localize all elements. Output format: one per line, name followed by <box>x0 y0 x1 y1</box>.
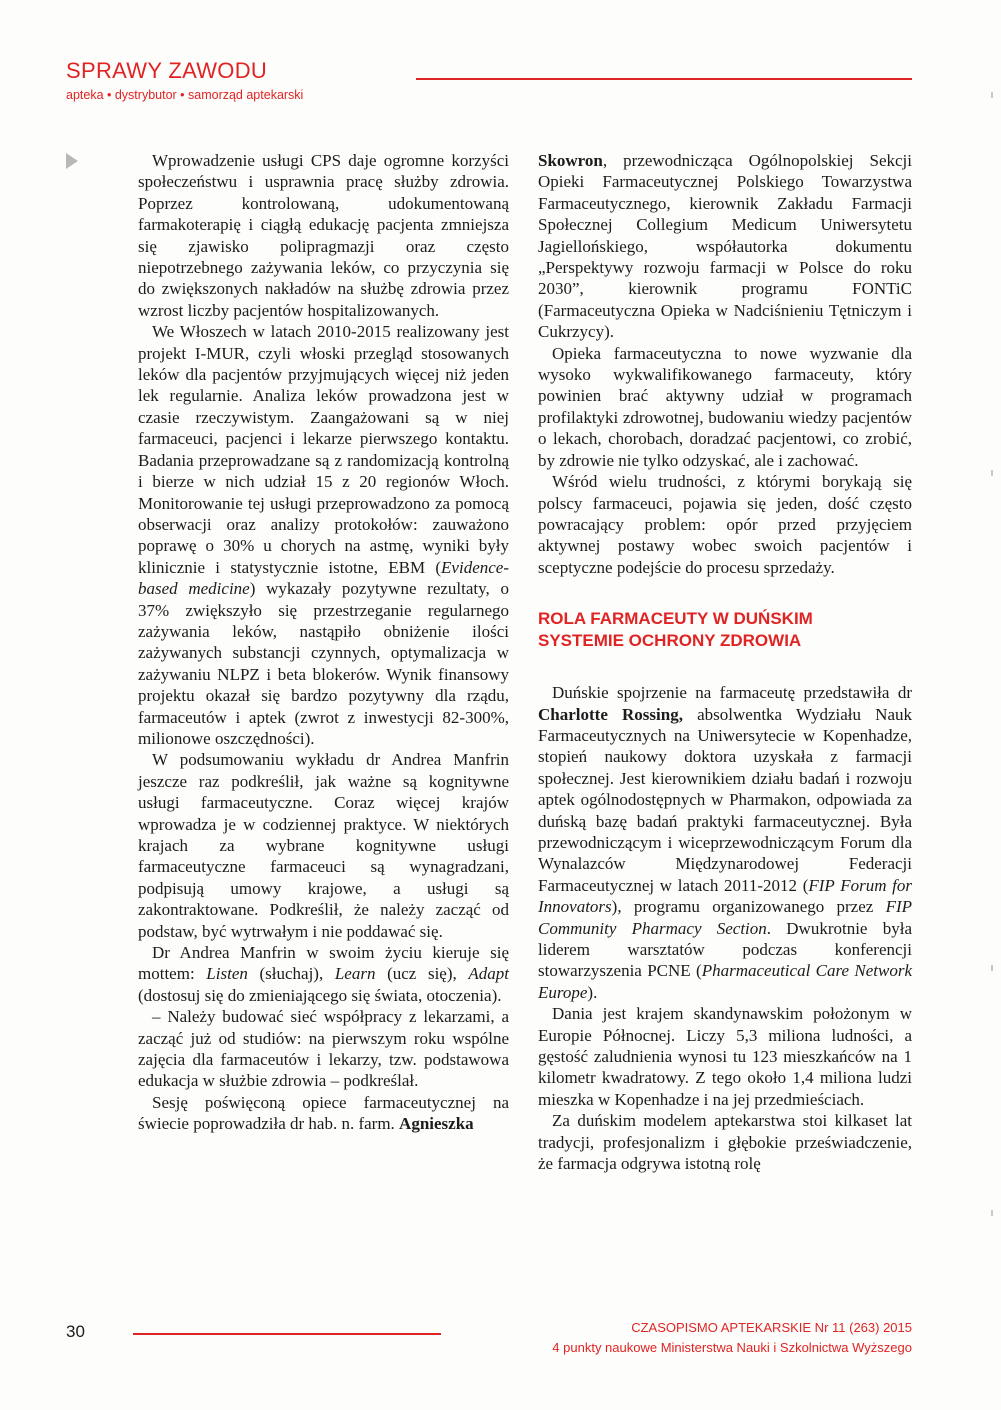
edge-mark <box>991 1210 993 1216</box>
italic-term: Adapt <box>468 964 509 984</box>
footer-divider <box>133 1333 441 1335</box>
italic-term: Pharmaceutical Care Network Europe <box>538 961 912 1002</box>
italic-term: FIP Forum for Innovators <box>538 875 912 917</box>
journal-issue: CZASOPISMO APTEKARSKIE Nr 11 (263) 2015 <box>631 1320 912 1335</box>
right-column <box>538 150 912 1174</box>
paragraph: Za duńskim modelem aptekarstwa stoi kilkaset lat tradycji, profesjonalizm i głębokie przeświadczenie, że farmacja odgrywa istotną rolę <box>538 1111 912 1174</box>
paragraph: Wśród wielu trudności, z którymi borykają się polscy farmaceuci, pojawia się jeden, dość często powracający problem: opór przed przyjęciem aktywnej postawy wobec swoich pacjentów i sceptyczne podejście do procesu sprzedaży. <box>538 472 912 577</box>
paragraph: Opieka farmaceutyczna to nowe wyzwanie dla wysoko wykwalifikowanego farmaceuty, który powinien brać aktywny udział w programach profilaktyki zdrowotnej, budowaniu wiedzy pacjentów o lekach, chorobach, doradzać pacjentowi, co zrobić, by zdrowie nie tylko odzyskać, ale i zachować. <box>538 343 912 470</box>
person-name: Charlotte Rossing, <box>538 704 683 724</box>
section-subtitle: apteka • dystrybutor • samorząd aptekarski <box>66 88 304 102</box>
paragraph: Duńskie spojrzenie na farmaceutę przedstawiła dr Charlotte Rossing, absolwentka Wydziału Nauk Farmaceutycznych na Uniwersytecie w Kopenhadze, stopień naukowy doktora uzyskała z farmacji społecznej. Jest kierownikiem działu badań i rozwoju aptek ogólnodostępnych w Pharmakon, odpowiada za duńską bazę badań praktyki farmaceutycznej. Była przewodniczącym i wiceprzewodniczącym Forum dla Wynalazców Międzynarodowej Federacji Farmaceutycznej w latach 2011-2012 (FIP Forum for Innovators), programu organizowanego przez FIP Community Pharmacy Section. Dwukrotnie była liderem warsztatów podczas konferencji stowarzyszenia PCNE (Pharmaceutical Care Network Europe). <box>538 683 912 1002</box>
person-name: Skowron <box>538 151 603 170</box>
paragraph: W podsumowaniu wykładu dr Andrea Manfrin jeszcze raz podkreślił, jak ważne są kognitywne usługi farmaceutyczne. Coraz więcej krajów wprowadza je w codziennej praktyce. W niektórych krajach za wybrane kognitywne usługi farmaceutyczne farmaceuci są wynagradzani, podpisują umowy krajowe, a usługi są zakontraktowane. Podkreślił, że należy zacząć od podstaw, być wytrwałym i nie poddawać się. <box>138 750 509 941</box>
edge-mark <box>991 92 993 98</box>
edge-mark <box>991 470 993 476</box>
person-name: Agnieszka <box>399 1114 474 1134</box>
page-number: 30 <box>66 1322 85 1341</box>
edge-mark <box>991 965 993 971</box>
italic-term: FIP Community Pharmacy Section <box>538 897 912 938</box>
paragraph: Skowron, przewodnicząca Ogólnopolskiej Sekcji Opieki Farmaceutycznej Polskiego Towarzystwa Farmaceutycznego, kierownik Zakładu Farmacji Społecznej Collegium Medicum Uniwersytetu Jagiellońskiego, współautorka dokumentu „Perspektywy rozwoju farmacji w Polsce do roku 2030”, kierownik programu FONTiC (Farmaceutyczna Opieka w Nadciśnieniu Tętniczym i Cukrzycy). <box>538 151 912 342</box>
paragraph: Dania jest krajem skandynawskim położonym w Europie Północnej. Liczy 5,3 miliona ludności, a gęstość zaludnienia wynosi tu 123 mieszkańców na 1 kilometr kwadratowy. Z tego około 1,4 miliona ludzi mieszka w Kopenhadze i na jej przedmieściach. <box>538 1004 912 1109</box>
italic-term: Learn <box>334 964 376 984</box>
triangle-arrow-icon <box>66 153 78 169</box>
paragraph: – Należy budować sieć współpracy z lekarzami, a zacząć już od studiów: na pierwszym roku wspólne zajęcia dla farmaceutów i lekarzy, tzw. podstawowa edukacja w służbie zdrowia – podkreślał. <box>138 1007 509 1091</box>
paragraph: Sesję poświęconą opiece farmaceutycznej na świecie poprowadziła dr hab. n. farm. Agnieszka <box>138 1092 509 1134</box>
italic-term: Evidence-based medicine <box>138 557 509 599</box>
left-column <box>138 150 509 1135</box>
section-title: SPRAWY ZAWODU <box>66 58 268 83</box>
paragraph: Wprowadzenie usługi CPS daje ogromne korzyści społeczeństwu i usprawnia pracę służby zdrowia. Poprzez kontrolowaną, udokumentowaną farmakoterapię i ciągłą edukację pacjenta zmniejsza się zjawisko polipragmazji oraz często niepotrzebnego zażywania leków, co przyczynia się do zwiększonych nakładów na służbę zdrowia przez wzrost liczby pacjentów hospitalizowanych. <box>138 151 509 320</box>
subsection-heading: ROLA FARMACEUTY W DUŃSKIM SYSTEMIE OCHRONY ZDROWIA <box>538 609 813 651</box>
paragraph: We Włoszech w latach 2010-2015 realizowany jest projekt I-MUR, czyli włoski przegląd stosowanych leków dla pacjentów przyjmujących więcej niż jeden lek regularnie. Analiza leków prowadzona jest w czasie rzeczywistym. Zaangażowani są w niej farmaceuci, pacjenci i lekarze pierwszego kontaktu. Badania przeprowadzane są z randomizacją kontrolną i bierze w nich udział 15 z 20 regionów Włoch. Monitorowanie tej usługi przeprowadzono za pomocą obserwacji oraz analizy protokołów: zauważono poprawę o 30% u chorych na astmę, wyniki były klinicznie i statystycznie istotne, EBM (Evidence-based medicine) wykazały pozytywne rezultaty, o 37% zwiększyło się przestrzeganie regularnego zażywania leków, nastąpiło obniżenie ilości zażywanych substancji czynnych, optymalizacja w zażywaniu NLPZ i beta blokerów. Wynik finansowy projektu okazał się bardzo pozytywny dla rządu, farmaceutów i aptek (zwrot z inwestycji 82-300%, milionowe oszczędności). <box>138 322 509 748</box>
header-divider <box>416 78 912 80</box>
italic-term: Listen <box>206 964 248 984</box>
paragraph: Dr Andrea Manfrin w swoim życiu kieruje się mottem: Listen (słuchaj), Learn (ucz się), Adapt (dostosuj się do zmieniającego się świata, otoczenia). <box>138 943 509 1005</box>
scientific-points-note: 4 punkty naukowe Ministerstwa Nauki i Szkolnictwa Wyższego <box>552 1340 912 1355</box>
